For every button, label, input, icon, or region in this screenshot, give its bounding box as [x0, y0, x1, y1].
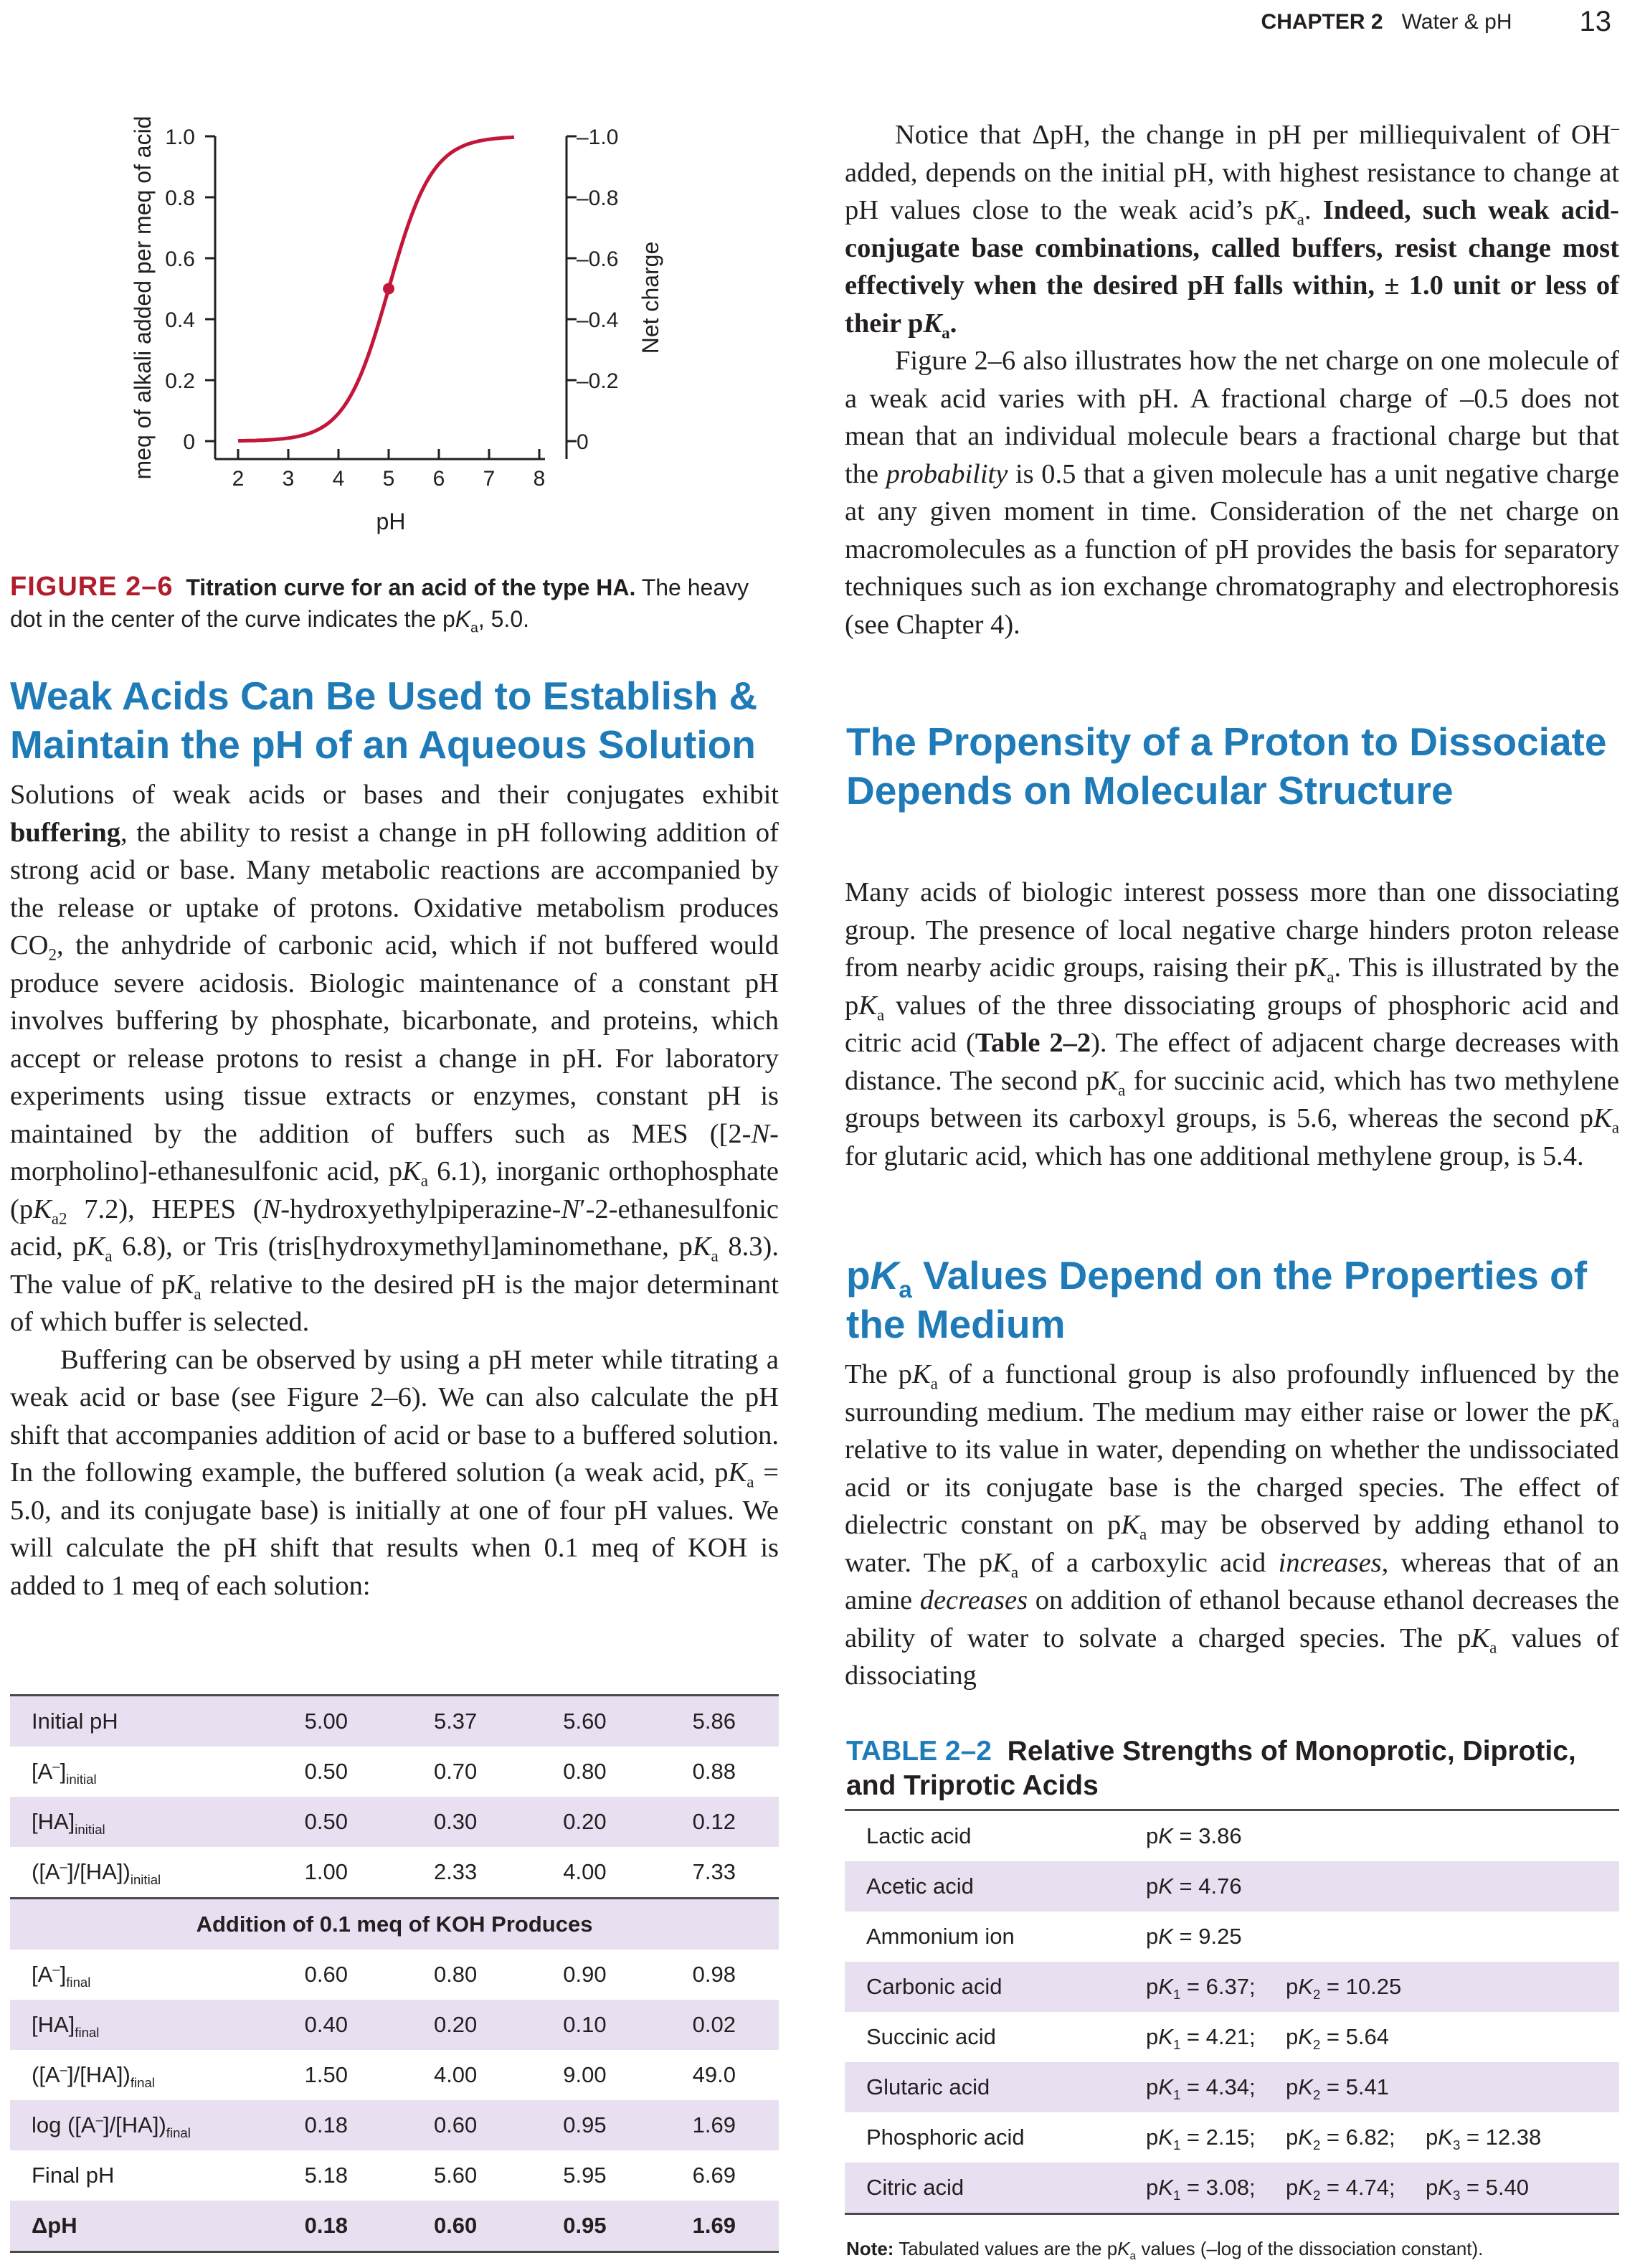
section-heading-proton: The Propensity of a Proton to Dissociate Depends on Molecular Structure	[846, 719, 1607, 813]
term-buffering: buffering	[10, 817, 120, 848]
cell: 0.20	[433, 2012, 478, 2037]
pk-value: $pK_1 = 4.34$;	[1146, 2074, 1256, 2103]
cell: 1.69	[650, 2201, 779, 2252]
titration-curve	[238, 137, 514, 440]
cell: 0.95	[520, 2201, 649, 2252]
cell: 0.98	[692, 1962, 736, 1987]
row-label: Final pH	[32, 2163, 115, 2188]
text-run: on addition of ethanol because ethanol decreases the ability of water to solvate a charged species. The p	[845, 1585, 1619, 1653]
cell: 4.00	[563, 1859, 607, 1884]
acid-strength-table	[845, 1809, 1619, 2215]
cell: 0.18	[304, 2112, 348, 2137]
cell: 0.80	[563, 1759, 607, 1784]
x-tick-label: 3	[282, 467, 295, 491]
pk-value: $pK_2 = 5.64$	[1286, 2024, 1389, 2053]
cell: 5.00	[262, 1696, 391, 1747]
row-label: Initial pH	[10, 1696, 262, 1747]
y-tick-label: 0.8	[165, 186, 195, 210]
heading-text: Values Depend on the Properties of the Medium	[846, 1253, 1588, 1346]
cell: 0.50	[304, 1809, 348, 1834]
text-run: 8.3). The value of p	[10, 1232, 779, 1300]
section-heading-medium: $pK_a$ Values Depend on the Properties of the Medium	[846, 1253, 1588, 1346]
pk-values	[1146, 2163, 1619, 2214]
cell: 1.69	[692, 2112, 736, 2137]
text-run: ′-2-ethanesulfonic acid, p	[10, 1194, 779, 1262]
cell: 49.0	[692, 2062, 736, 2087]
italic-text: increases,	[1278, 1547, 1389, 1578]
text-run: , the ability to resist a change in pH following addition of strong acid or base. Many metabolic reactions are accompanied by the release or uptake of protons. Oxidative metabolism produces CO	[10, 817, 779, 960]
cell: 0.40	[304, 2012, 348, 2037]
text-run: -hydroxyethylpiperazine-	[280, 1194, 561, 1224]
right-column-intro	[845, 116, 1619, 643]
acid-name: Carbonic acid	[866, 1974, 1003, 1999]
table-row	[845, 2163, 1619, 2214]
acid-name: Succinic acid	[866, 2024, 996, 2049]
table-subheading-row	[10, 1899, 779, 1950]
note-text: Tabulated values are the p	[894, 2238, 1118, 2259]
page-number: 13	[1579, 6, 1611, 37]
pk-value: $pK_1 = 6.37$;	[1146, 1974, 1256, 2003]
paragraph: The $pK_a$ of a functional group is also profoundly influenced by the surrounding medium. The medium may either raise or lower the $pK_a$ relative to its value in water, depending on whether the undissociated acid or its conjugate base is the charged species. The effect of dielectric constant on $pK_a$ may be observed by adding ethanol to water. The $pK_a$ of a carboxylic acid increases, whereas that of an amine decreases on addition of ethanol because ethanol decreases the ability of water to solvate a charged species. The $pK_a$ values of dissociating	[845, 1359, 1619, 1691]
italic-text: decreases	[919, 1585, 1028, 1615]
section-body-proton	[845, 874, 1619, 1175]
cell: 0.18	[262, 2201, 391, 2252]
italic-text: probability	[886, 458, 1008, 489]
cell: 5.60	[520, 1696, 649, 1747]
y-tick-label: 0.4	[165, 308, 195, 332]
cell: 7.33	[692, 1859, 736, 1884]
table-2-2-title	[846, 1734, 1621, 1803]
y-axis-label: meq of alkali added per meq of acid	[130, 115, 156, 480]
cell: 0.50	[304, 1759, 348, 1784]
x-tick-label: 6	[432, 467, 445, 491]
table-reference: Table 2–2	[975, 1028, 1091, 1058]
row-label: $[HA]_{final}$	[32, 2012, 100, 2041]
label-text: [A	[32, 1759, 53, 1784]
pka-point	[383, 283, 394, 295]
text-run: , the anhydride of carbonic acid, which if not buffered would produce severe acidosis. Biologic maintenance of a constant pH involves buffering by phosphate, bicarbonate, and proteins, which accept or release protons to resist a change in pH. For laboratory experiments using tissue extracts or enzymes, constant pH is maintained by the addition of buffers such as MES ([2-	[10, 930, 779, 1149]
text-run: values of the three dissociating groups of phosphoric acid and citric acid (	[845, 990, 1619, 1058]
table-row	[845, 1912, 1619, 1962]
paragraph: Solutions of weak acids or bases and their conjugates exhibit buffering, the ability to resist a change in pH following addition of strong acid or base. Many metabolic reactions are accompanied by the release or uptake of protons. Oxidative metabolism produces $CO_2$, the anhydride of carbonic acid, which if not buffered would produce severe acidosis. Biologic maintenance of a constant pH involves buffering by phosphate, bicarbonate, and proteins, which accept or release protons to resist a change in pH. For laboratory experiments using tissue extracts or enzymes, constant pH is maintained by the addition of buffers such as MES ([2-N-morpholino]-ethanesulfonic acid, $pK_a$ 6.1), inorganic orthophosphate ($pK_{a2}$ 7.2), HEPES (N-hydroxyethylpiperazine-N′-2-ethanesulfonic acid, $pK_a$ 6.8), or Tris (tris[hydroxymethyl]aminomethane, $pK_a$ 8.3). The value of $pK_a$ relative to the desired pH is the major determinant of which buffer is selected.	[10, 780, 779, 1337]
text-run: -morpholino]-ethanesulfonic acid, p	[10, 1118, 779, 1186]
pk-value: $pK_3 = 5.40$	[1426, 2175, 1529, 2203]
row-label: $\log ([A^-]/[HA])_{final}$	[32, 2112, 191, 2141]
cell: 0.60	[433, 2112, 478, 2137]
buffer-shift-table	[10, 1694, 779, 2253]
x-tick-label: 7	[483, 467, 496, 491]
pk-value: $pK_2 = 5.41$	[1286, 2074, 1389, 2103]
table-row	[845, 2012, 1619, 2062]
paragraph: Many acids of biologic interest possess more than one dissociating group. The presence of local negative charge hinders proton release from nearby acidic groups, raising their $pK_a$. This is illustrated by the $pK_a$ values of the three dissociating groups of phosphoric acid and citric acid (Table 2–2). The effect of adjacent charge decreases with distance. The second $pK_a$ for succinic acid, which has two methylene groups between its carboxyl groups, is 5.6, whereas the second $pK_a$ for glutaric acid, which has one additional methylene group, is 5.4.	[845, 877, 1619, 1171]
text-run: = 5.0, and its conjugate base) is initially at one of four pH values. We will calculate the pH shift that results when 0.1 meq of KOH is added to 1 meq of each solution:	[10, 1457, 779, 1601]
chart-svg	[0, 100, 774, 559]
text-run: 6.8), or Tris (tris[hydroxymethyl]aminomethane, p	[112, 1232, 693, 1262]
pk-values	[1146, 1810, 1619, 1862]
text-run: Figure 2–6 also illustrates how the net charge on one molecule of a weak acid varies with pH. A fractional charge of –0.5 does not mean that an individual molecule bears a fractional charge but that the	[845, 346, 1619, 489]
acid-name: Citric acid	[845, 2163, 1146, 2214]
paragraph	[845, 342, 1619, 643]
acid-name: Lactic acid	[845, 1810, 1146, 1862]
section-body-medium	[845, 1356, 1619, 1695]
y2-tick-label: –0.4	[577, 308, 619, 332]
label-text: [HA]	[32, 2012, 75, 2037]
text-run: for glutaric acid, which has one additional methylene group, is 5.4.	[845, 1140, 1584, 1171]
cell: 0.20	[563, 1809, 607, 1834]
table-subheading: Addition of 0.1 meq of KOH Produces	[10, 1899, 779, 1950]
cell: 5.18	[304, 2163, 348, 2188]
y-tick-label: 0.2	[165, 369, 195, 393]
table-note: Note: Tabulated values are the $pK_a$ values (–log of the dissociation constant).	[846, 2238, 1484, 2263]
table-row	[10, 1847, 779, 1899]
caption-text-b: 5.0.	[484, 606, 529, 632]
text-run: . This is illustrated by the p	[845, 953, 1619, 1021]
pk-values	[1146, 2062, 1619, 2112]
y-tick-label: 1.0	[165, 126, 195, 149]
paragraph: Notice that ΔpH, the change in pH per milliequivalent of OH– added, depends on the initial pH, with highest resistance to change at pH values close to the weak acid’s $pK_a$. Indeed, such weak acid-conjugate base combinations, called buffers, resist change most effectively when the desired pH falls within, ± 1.0 unit or less of their $pK_a$.	[845, 118, 1619, 342]
pk-value: $pK_2 = 4.74$;	[1286, 2175, 1395, 2203]
cell: 0.60	[391, 2201, 520, 2252]
text-run: .	[1304, 195, 1323, 225]
pk-value: $pK_1 = 2.15$;	[1146, 2125, 1256, 2153]
chapter-label: CHAPTER 2	[1261, 9, 1383, 34]
cell: 0.60	[304, 1962, 348, 1987]
x-tick-label: 2	[232, 467, 245, 491]
cell: 2.33	[433, 1859, 478, 1884]
x-tick-label: 8	[533, 467, 546, 491]
y2-tick-label: –1.0	[577, 126, 619, 149]
text-run: relative to the desired pH is the major determinant of which buffer is selected.	[10, 1269, 779, 1337]
row-label: $([A^-]/[HA])_{final}$	[32, 2061, 155, 2091]
cell: 9.00	[563, 2062, 607, 2087]
table-row	[845, 1962, 1619, 2012]
cell: 0.88	[692, 1759, 736, 1784]
text-run: Solutions of weak acids or bases and their conjugates exhibit	[10, 780, 779, 810]
text-run: of a carboxylic acid	[1018, 1547, 1279, 1578]
pk-value: $pK_1 = 4.21$;	[1146, 2024, 1256, 2053]
pk-value: $pK_1 = 3.08$;	[1146, 2175, 1256, 2203]
cell: 0.02	[692, 2012, 736, 2037]
cell: 0.10	[563, 2012, 607, 2037]
titration-chart	[0, 100, 774, 559]
text-run: Notice that ΔpH, the change in pH per milliequivalent of OH	[895, 120, 1611, 150]
pk-values	[1146, 1861, 1619, 1912]
note-label: Note:	[846, 2238, 894, 2259]
text-run: for succinic acid, which has two methylene groups between its carboxyl groups, is 5.6, whereas the second p	[845, 1065, 1619, 1133]
text-run: added, depends on the initial pH, with highest resistance to change at pH values close to the weak acid’s p	[845, 157, 1619, 225]
text-run: of a functional group is also profoundly influenced by the surrounding medium. The medium may either raise or lower the p	[845, 1359, 1619, 1427]
table-row	[10, 2050, 779, 2100]
text-run: The p	[845, 1359, 912, 1389]
y2-tick-label: –0.8	[577, 186, 619, 210]
label-text: ([A	[32, 1859, 60, 1884]
paragraph: Buffering can be observed by using a pH meter while titrating a weak acid or base (see Figure 2–6). We can also calculate the pH shift that accompanies addition of acid or base to a buffered solution. In the following example, the buffered solution (a weak acid, $pK_a = 5.0$, and its conjugate base) is initially at one of four pH values. We will calculate the pH shift that results when 0.1 meq of KOH is added to 1 meq of each solution:	[10, 1344, 779, 1601]
table-row	[845, 1861, 1619, 1912]
text-run: values of dissociating	[845, 1622, 1619, 1691]
cell: 5.37	[391, 1696, 520, 1747]
cell: 0.70	[433, 1759, 478, 1784]
table-row	[845, 2062, 1619, 2112]
figure-label: FIGURE 2–6	[10, 572, 174, 602]
row-label: $[HA]_{initial}$	[32, 1809, 105, 1838]
acid-name: Acetic acid	[866, 1874, 974, 1899]
table-row	[10, 1797, 779, 1847]
x-tick-label: 5	[382, 467, 395, 491]
text-run: is 0.5 that a given molecule has a unit negative charge at any given moment in time. Consideration of the net charge on macromolecules as a function of pH provides the basis for separatory techniques such as ion exchange chromatography and electrophoresis (see Chapter 4).	[845, 458, 1619, 640]
heading-text: p	[846, 1253, 871, 1298]
cell: 4.00	[433, 2062, 478, 2087]
acid-name: Glutaric acid	[866, 2074, 990, 2099]
table-row	[845, 2112, 1619, 2163]
table-title: Relative Strengths of Monoprotic, Diprotic, and Triprotic Acids	[846, 1736, 1576, 1801]
cell: 6.69	[692, 2163, 736, 2188]
table-row	[10, 2150, 779, 2201]
pk-value: pK = 3.86	[1146, 1823, 1242, 1848]
acid-name: Phosphoric acid	[866, 2125, 1025, 2150]
pk-value: pK = 9.25	[1146, 1924, 1242, 1949]
table-label: TABLE 2–2	[846, 1736, 992, 1767]
cell: 5.60	[433, 2163, 478, 2188]
text-run: may be observed by adding ethanol to water. The p	[845, 1510, 1619, 1578]
row-label: $([A^-]/[HA])_{initial}$	[32, 1858, 161, 1888]
table-row	[10, 2100, 779, 2150]
cell: 0.80	[433, 1962, 478, 1987]
pk-value: pK = 4.76	[1146, 1874, 1242, 1899]
cell: 0.90	[563, 1962, 607, 1987]
text-run: Many acids of biologic interest possess more than one dissociating group. The presence of local negative charge hinders proton release from nearby acidic groups, raising their p	[845, 877, 1619, 983]
pk-value: $pK_2 = 10.25$	[1286, 1974, 1402, 2003]
y-tick-label: 0	[183, 430, 195, 454]
text-run: 6.1), inorganic orthophosphate (p	[10, 1156, 779, 1224]
table-row	[10, 1950, 779, 2000]
row-label: $[A^-]_{final}$	[32, 1961, 91, 1990]
y2-tick-label: 0	[577, 430, 589, 454]
y2-axis-label: Net charge	[637, 241, 663, 354]
table-row	[10, 1747, 779, 1797]
table-row	[845, 1810, 1619, 1862]
label-text: ([A	[32, 2062, 60, 2087]
caption-text-a: The heavy dot in the center of the curve indicates the p	[10, 575, 749, 632]
figure-caption: FIGURE 2–6 Titration curve for an acid of the type HA. The heavy dot in the center of the curve indicates the $pK_a$, 5.0.	[10, 572, 749, 636]
section-heading-buffers: Weak Acids Can Be Used to Establish & Maintain the pH of an Aqueous Solution	[10, 674, 758, 767]
cell: 5.95	[563, 2163, 607, 2188]
text-run: whereas that of an amine	[845, 1547, 1619, 1615]
text-run: relative to its value in water, depending on whether the undissociated acid or its conjugate base is the charged species. The effect of dielectric constant on p	[845, 1435, 1619, 1540]
cell: 0.30	[433, 1809, 478, 1834]
text-run: ). The effect of adjacent charge decreases with distance. The second p	[845, 1028, 1619, 1096]
section-body-buffers	[10, 776, 779, 1605]
pk-value: $pK_3 = 12.38$	[1426, 2125, 1542, 2153]
label-text: [A	[32, 1962, 53, 1987]
row-label: $[A^-]_{initial}$	[32, 1758, 97, 1787]
pk-values	[1146, 1962, 1619, 2012]
cell: 0.12	[692, 1809, 736, 1834]
cell: 1.00	[304, 1859, 348, 1884]
chapter-title: Water & pH	[1401, 9, 1512, 34]
x-axis-label: pH	[376, 509, 406, 534]
table-row	[10, 2000, 779, 2050]
table-row	[10, 2201, 779, 2252]
text-run: 7.2), HEPES (	[67, 1194, 262, 1224]
emphasis-text: Indeed, such weak acid-conjugate base combinations, called buffers, resist change most effectively when the desired pH falls within, ± 1.0 unit or less of their p	[845, 195, 1619, 339]
row-label: ΔpH	[10, 2201, 262, 2252]
acid-name: Ammonium ion	[866, 1924, 1015, 1949]
pk-values	[1146, 2112, 1619, 2163]
pk-value: $pK_2 = 6.82$;	[1286, 2125, 1395, 2153]
y2-tick-label: –0.2	[577, 369, 619, 393]
running-head	[1261, 6, 1611, 38]
text-run: Buffering can be observed by using a pH meter while titrating a weak acid or base (see Figure 2–6). We can also calculate the pH shift that accompanies addition of acid or base to a buffered solution. In the following example, the buffered solution (a weak acid, p	[10, 1344, 779, 1488]
cell: 5.86	[650, 1696, 779, 1747]
cell: 1.50	[304, 2062, 348, 2087]
note-text: values (–log of the dissociation constant).	[1136, 2238, 1484, 2259]
pk-values	[1146, 2012, 1619, 2062]
figure-title: Titration curve for an acid of the type HA.	[186, 575, 636, 600]
table-row	[10, 1696, 779, 1747]
pk-values	[1146, 1912, 1619, 1962]
cell: 0.95	[563, 2112, 607, 2137]
y2-tick-label: –0.6	[577, 247, 619, 271]
label-text: log ([A	[32, 2112, 96, 2137]
y-tick-label: 0.6	[165, 247, 195, 271]
label-text: [HA]	[32, 1809, 75, 1834]
x-tick-label: 4	[332, 467, 345, 491]
